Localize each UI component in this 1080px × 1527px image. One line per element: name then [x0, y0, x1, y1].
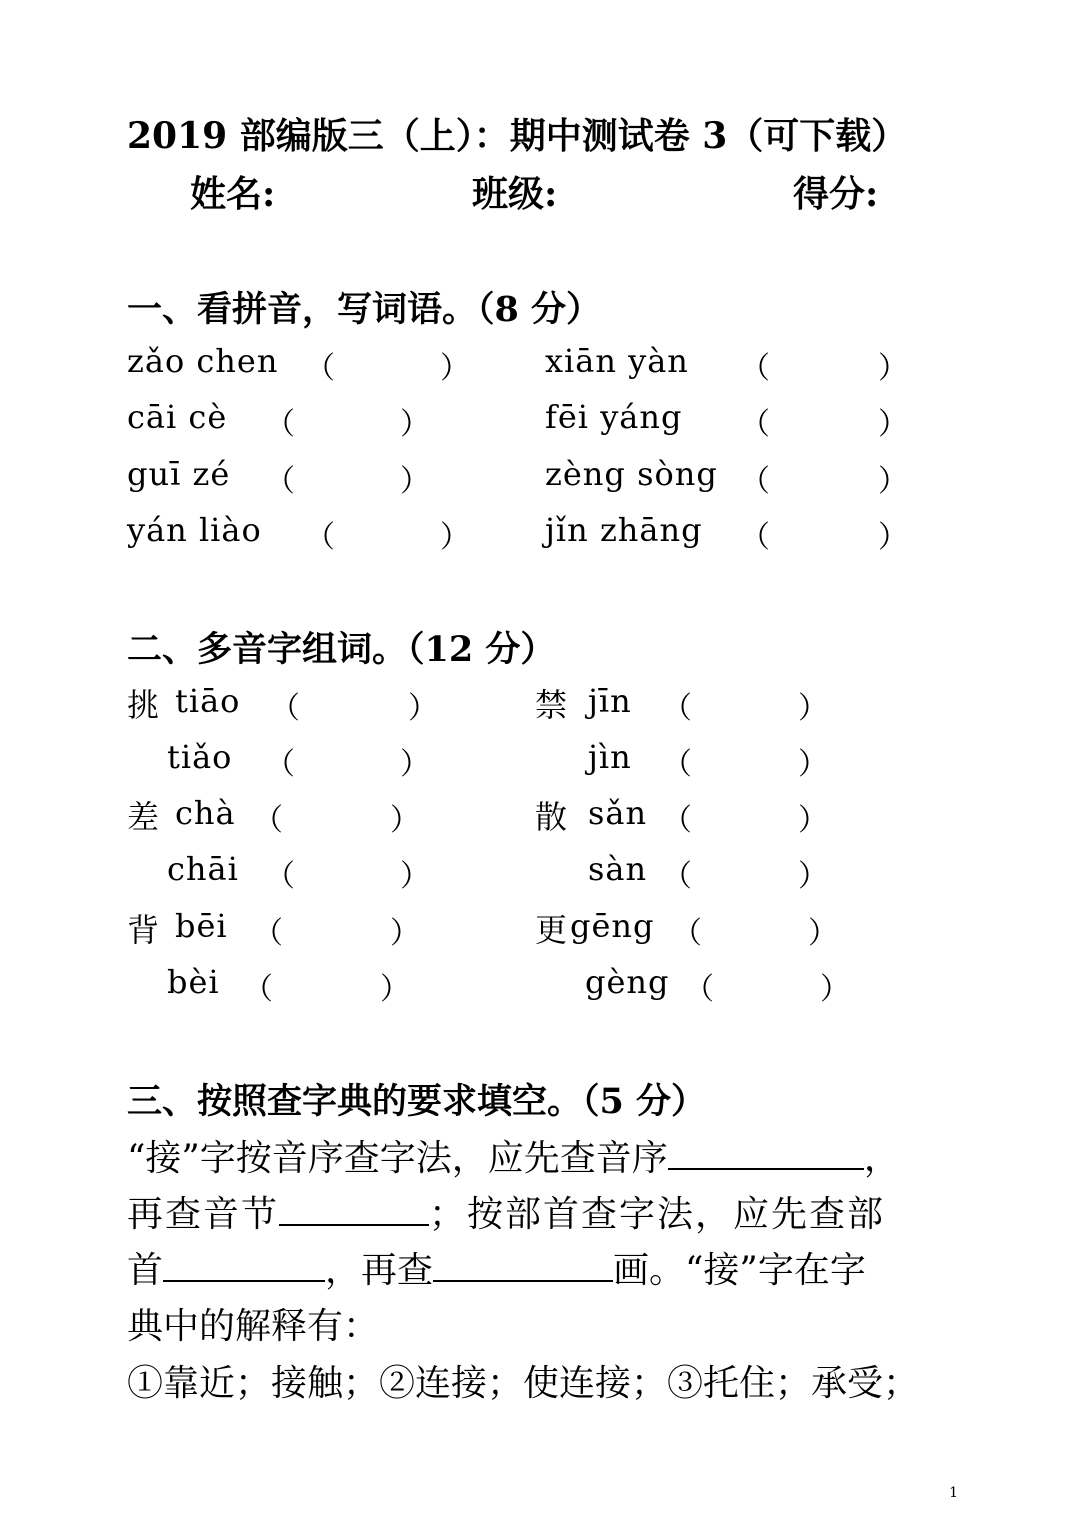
section3-line: 典中的解释有：	[127, 1306, 380, 1347]
section3-line: ①靠近；接触；②连接；使连接；③托住；承受；	[127, 1363, 920, 1404]
paren-open: （	[662, 803, 692, 838]
polyphone-reading: jīn	[588, 682, 632, 720]
paren-open: （	[265, 747, 295, 782]
paren-open: （	[265, 859, 295, 894]
s1-item-pinyin: jǐn zhāng	[545, 511, 703, 549]
s1-item-pinyin: xiān yàn	[545, 342, 689, 380]
section2-heading: 二、多音字组词。（12 分）	[127, 629, 556, 670]
paren-close: ）	[878, 351, 908, 386]
section3-text: ；按部首查字法，应先查部	[429, 1194, 886, 1235]
polyphone-reading: gēng	[570, 907, 655, 945]
paren-open: （	[305, 520, 335, 555]
s1-item-pinyin: zèng sòng	[545, 455, 718, 493]
section3-text: 画。“接”字在字	[613, 1250, 866, 1291]
paren-close: ）	[400, 407, 430, 442]
polyphone-reading: tiāo	[175, 682, 241, 720]
paren-open: （	[662, 691, 692, 726]
paren-open: （	[684, 972, 714, 1007]
paren-close: ）	[798, 747, 828, 782]
paren-open: （	[253, 916, 283, 951]
polyphone-reading: chà	[175, 794, 236, 832]
polyphone-reading: sàn	[588, 850, 648, 888]
paren-close: ）	[440, 520, 470, 555]
polyphone-reading: bèi	[167, 963, 220, 1001]
section3-heading: 三、按照查字典的要求填空。（5 分）	[127, 1081, 707, 1122]
section3-text: “接”字按音序查字法，应先查音序	[127, 1138, 668, 1179]
paren-close: ）	[808, 916, 838, 951]
polyphone-char: 背	[127, 911, 160, 949]
polyphone-char: 禁	[535, 686, 568, 724]
answer-blank[interactable]	[433, 1248, 613, 1282]
polyphone-reading: tiǎo	[167, 738, 233, 776]
section3-text: 首	[127, 1250, 164, 1291]
s1-item-pinyin: cāi cè	[127, 398, 228, 436]
section3-line	[127, 1186, 885, 1237]
section1-heading: 一、看拼音，写词语。（8 分）	[127, 289, 602, 330]
paren-close: ）	[878, 520, 908, 555]
paren-close: ）	[798, 691, 828, 726]
section3-text: 再查音节	[127, 1194, 280, 1235]
polyphone-reading: sǎn	[588, 794, 648, 832]
paren-open: （	[672, 916, 702, 951]
polyphone-reading: gèng	[585, 963, 670, 1001]
paren-close: ）	[400, 747, 430, 782]
polyphone-char: 差	[127, 798, 160, 836]
answer-blank[interactable]	[163, 1248, 325, 1282]
paren-close: ）	[390, 803, 420, 838]
paren-open: （	[270, 691, 300, 726]
exam-title: 2019 部编版三（上）：期中测试卷 3（可下载）	[127, 115, 908, 157]
name-label: 姓名:	[190, 173, 276, 215]
paren-close: ）	[820, 972, 850, 1007]
paren-close: ）	[408, 691, 438, 726]
s1-item-pinyin: zǎo chen	[127, 342, 279, 380]
s1-item-pinyin: fēi yáng	[545, 398, 683, 436]
polyphone-reading: jìn	[588, 738, 632, 776]
paren-open: （	[740, 407, 770, 442]
paren-close: ）	[878, 464, 908, 499]
page-number: 1	[949, 1485, 958, 1501]
paren-open: （	[740, 464, 770, 499]
class-label: 班级:	[472, 173, 558, 215]
paren-open: （	[265, 407, 295, 442]
section3-line	[127, 1242, 866, 1293]
paren-open: （	[662, 859, 692, 894]
paren-close: ）	[798, 859, 828, 894]
paren-open: （	[243, 972, 273, 1007]
answer-blank[interactable]	[668, 1136, 864, 1170]
paren-open: （	[740, 351, 770, 386]
paren-close: ）	[390, 916, 420, 951]
s1-item-pinyin: yán liào	[127, 511, 262, 549]
paren-close: ）	[440, 351, 470, 386]
polyphone-char: 挑	[127, 686, 160, 724]
s1-item-pinyin: guī zé	[127, 455, 231, 493]
paren-open: （	[253, 803, 283, 838]
paren-close: ）	[400, 859, 430, 894]
paren-close: ）	[380, 972, 410, 1007]
section3-text: ，再查	[325, 1250, 434, 1291]
polyphone-char: 更	[535, 911, 568, 949]
paren-close: ）	[798, 803, 828, 838]
paren-open: （	[265, 464, 295, 499]
answer-blank[interactable]	[279, 1192, 429, 1226]
section3-text: ，	[863, 1138, 900, 1179]
polyphone-reading: bēi	[175, 907, 228, 945]
polyphone-reading: chāi	[167, 850, 239, 888]
paren-open: （	[305, 351, 335, 386]
paren-open: （	[740, 520, 770, 555]
paren-close: ）	[878, 407, 908, 442]
section3-line	[127, 1130, 900, 1181]
paren-open: （	[662, 747, 692, 782]
paren-close: ）	[400, 464, 430, 499]
score-label: 得分:	[793, 173, 879, 215]
polyphone-char: 散	[535, 798, 568, 836]
